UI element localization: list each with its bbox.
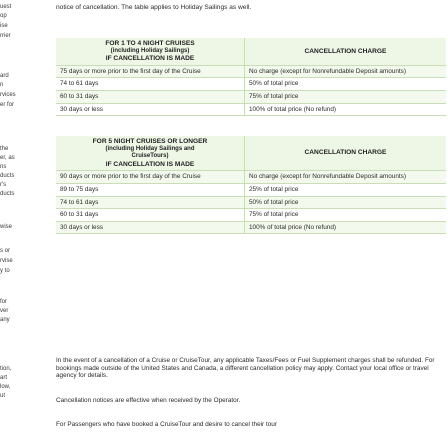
table-cell-period: 74 to 61 days (60, 80, 99, 88)
table-cell-period: 30 days or less (60, 223, 103, 231)
header-line: IF CANCELLATION IS MADE (105, 55, 195, 63)
left-fragment: ducts (0, 173, 15, 179)
left-column-fragments (0, 0, 26, 437)
table-row (56, 104, 446, 117)
table-cell-period: 89 to 75 days (60, 185, 99, 193)
table-cell-charge: 75% of total price (244, 91, 446, 103)
table-cell-charge: 50% of total price (244, 78, 446, 90)
notice-effective-paragraph: Cancellation notices are effective when received by the Operator. (56, 397, 241, 404)
table-cell-charge: 25% of total price (244, 184, 446, 196)
table-header-row (56, 38, 446, 66)
left-fragment: any (0, 317, 10, 323)
left-fragment: ver (0, 308, 9, 314)
table-row (56, 171, 446, 184)
table-header-row (56, 136, 446, 171)
notice-text: notice of cancellation. The table applies to Holiday Sailings as well. (56, 4, 252, 11)
table-cell-period: 60 to 31 days (60, 211, 99, 219)
table-row (56, 184, 446, 197)
table-cell-period: 90 days or more prior to the first day of the Cruise (60, 173, 201, 181)
left-fragment: ns (0, 164, 7, 170)
left-fragment: ard (0, 73, 9, 79)
header-line: FOR 1 TO 4 NIGHT CRUISES (105, 40, 195, 47)
left-fragment: the (0, 146, 9, 152)
table-cell-charge: 75% of total price (244, 209, 446, 221)
table-cell-charge: 50% of total price (244, 197, 446, 209)
taxes-refund-paragraph: In the event of a cancellation of a Cruise or CruiseTour, any applicable Taxes/Fees or Fuel Supplement charges shall be refunded. For bookings made outside of the United States and Canada, a different cancellation policy may apply. Contact your local office or travel agency for details. (56, 357, 435, 380)
table-header-right: CANCELLATION CHARGE (244, 38, 446, 65)
left-fragment: ut (0, 393, 6, 399)
cancellation-table-short-cruises (56, 38, 446, 116)
table-cell-charge: 100% of total price (No refund) (244, 222, 446, 234)
header-line: (including Holiday Sailings and (105, 145, 195, 152)
left-fragment: n (0, 82, 4, 88)
left-fragment: er, as (0, 155, 15, 161)
table-header-left (56, 136, 244, 170)
header-line: (including Holiday Sailings) (110, 47, 190, 54)
table-row (56, 209, 446, 222)
left-fragment: r's (0, 182, 7, 188)
left-fragment: wise (0, 224, 13, 230)
table-cell-charge: No charge (except for Nonrefundable Deposit amounts) (244, 66, 446, 78)
table-header-left (56, 38, 244, 65)
header-line: CruiseTours) (131, 153, 169, 160)
left-fragment: er for (0, 102, 15, 108)
left-fragment: ise (0, 23, 8, 29)
left-fragment: s or (0, 248, 11, 254)
table-cell-period: 30 days or less (60, 105, 103, 113)
left-fragment: rvise (0, 258, 13, 264)
left-fragment: rrier (0, 33, 11, 39)
table-cell-period: 74 to 61 days (60, 198, 99, 206)
left-fragment: op (0, 13, 7, 19)
left-fragment: ducts (0, 191, 15, 197)
cruisetour-cancel-paragraph: For Passengers who have booked a CruiseTour and desire to cancel their tour (56, 421, 277, 428)
table-row (56, 91, 446, 104)
cancellation-table-long-cruises (56, 136, 446, 234)
table-cell-charge: No charge (except for Nonrefundable Deposit amounts) (244, 171, 446, 183)
left-fragment: uest (0, 4, 12, 10)
header-line: IF CANCELLATION IS MADE (105, 160, 195, 168)
left-fragment: low, (0, 384, 11, 390)
table-cell-period: 60 to 31 days (60, 92, 99, 100)
left-fragment: tion, (0, 366, 12, 372)
table-header-right: CANCELLATION CHARGE (244, 136, 446, 170)
left-fragment: y to (0, 268, 10, 274)
table-row (56, 222, 446, 235)
table-cell-period: 75 days or more prior to the first day of the Cruise (60, 67, 201, 75)
table-row (56, 78, 446, 91)
table-row (56, 66, 446, 79)
left-fragment: rvices (0, 92, 16, 98)
table-cell-charge: 100% of total price (No refund) (244, 104, 446, 116)
left-fragment: for (0, 299, 8, 305)
header-line: FOR 5 NIGHT CRUISES OR LONGER (92, 138, 208, 145)
table-row (56, 197, 446, 210)
left-fragment: art (0, 375, 8, 381)
